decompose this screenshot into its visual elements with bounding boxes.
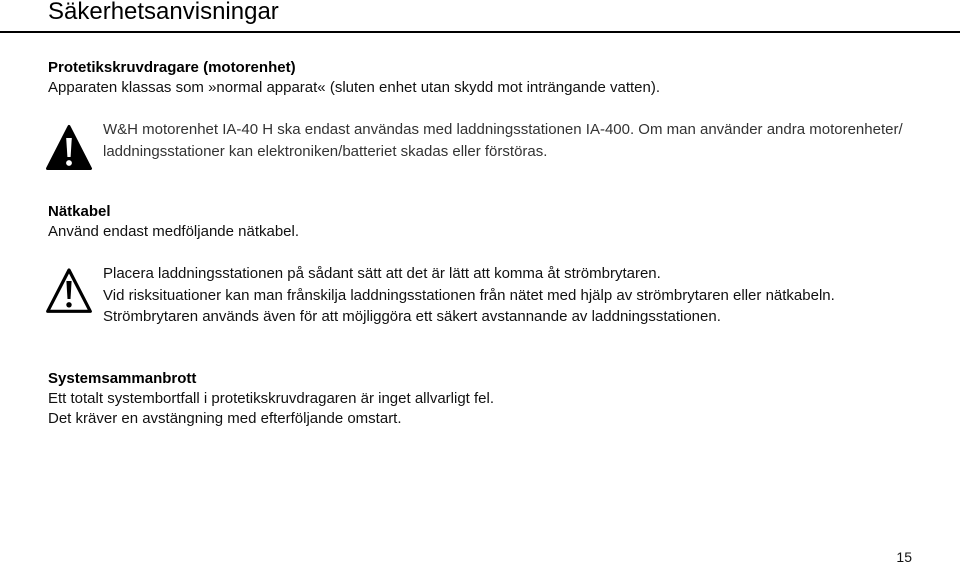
page-number: 15: [896, 549, 912, 564]
exclamation-dot: [66, 160, 72, 166]
exclamation-bar: [66, 281, 71, 299]
section-heading: Systemsammanbrott: [48, 370, 197, 387]
page-title: Säkerhetsanvisningar: [48, 0, 279, 25]
warning-text-line: laddningsstationer kan elektroniken/batteriet skadas eller förstöras.: [103, 143, 548, 160]
warning-text-line: Strömbrytaren används även för att möjliggöra ett säkert avstannande av laddningsstationen.: [103, 308, 721, 325]
warning-text-line: Vid risksituationer kan man frånskilja laddningsstationen från nätet med hjälp av strömbrytaren eller nätkabeln.: [103, 286, 835, 304]
section-text-line: Apparaten klassas som »normal apparat« (sluten enhet utan skydd mot inträngande vatten).: [48, 79, 661, 96]
warning-text: [103, 263, 835, 328]
section-text-line: Använd endast medföljande nätkabel.: [48, 223, 300, 240]
section-text-line: Ett totalt systembortfall i protetikskruvdragaren är inget allvarligt fel.: [48, 390, 495, 407]
exclamation-dot: [66, 302, 71, 307]
section-heading: Protetikskruvdragare (motorenhet): [48, 59, 296, 76]
warning-filled-icon: [44, 122, 94, 172]
warning-text: [103, 119, 903, 163]
warning-outline-icon: [44, 265, 94, 315]
section-text-line: Det kräver en avstängning med efterföljande omstart.: [48, 410, 402, 427]
title-rule: [0, 31, 960, 33]
section-heading: Nätkabel: [48, 203, 111, 220]
warning-text-line: W&H motorenhet IA-40 H ska endast användas med laddningsstationen IA-400. Om man använder andra motorenheter/: [103, 121, 903, 138]
warning-text-line: Placera laddningsstationen på sådant sätt att det är lätt att komma åt strömbrytaren.: [103, 265, 661, 282]
